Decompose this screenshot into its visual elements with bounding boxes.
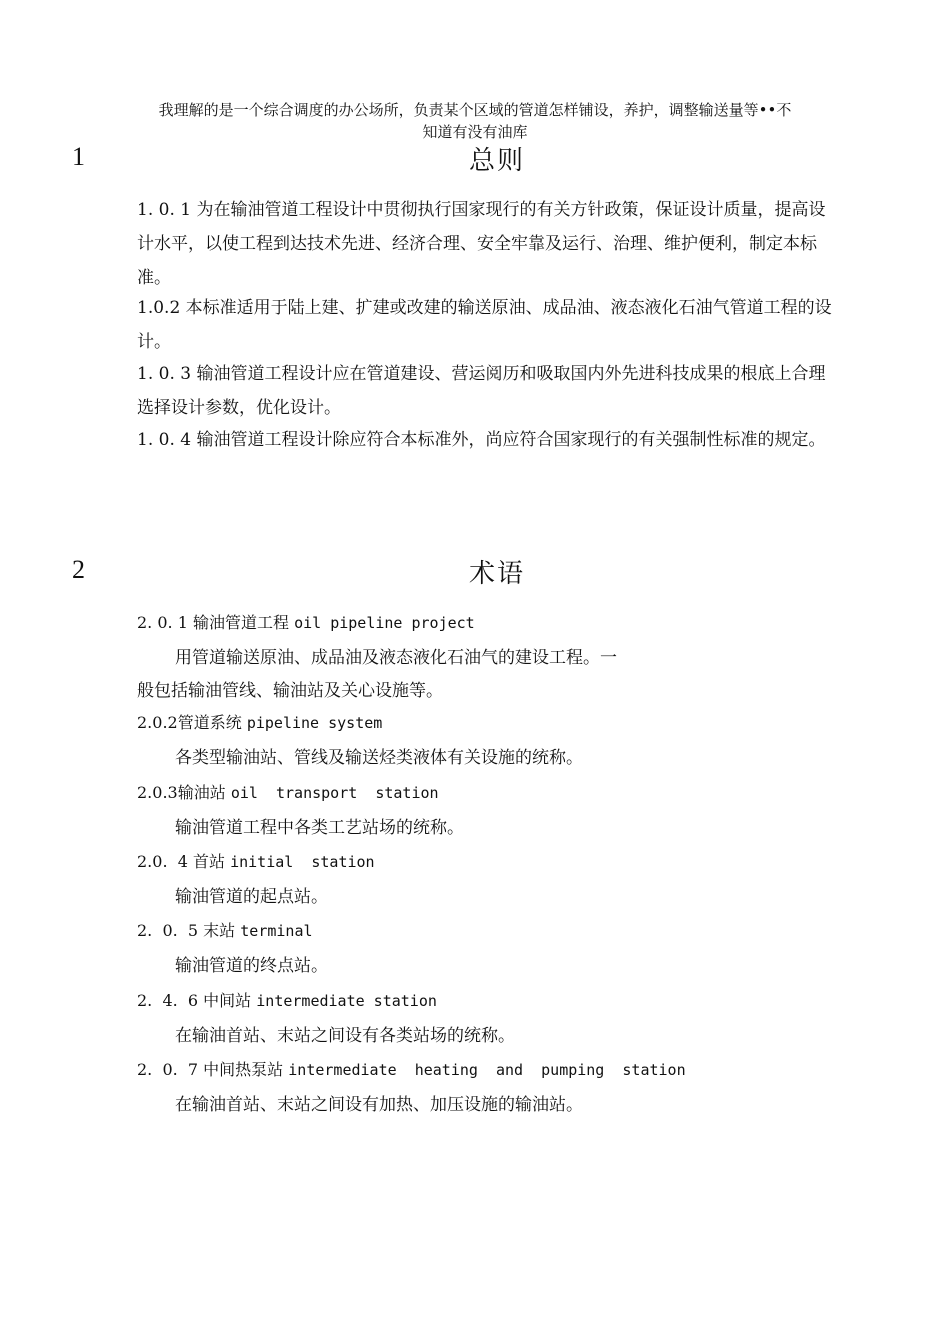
term-english: intermediate heating and pumping station: [288, 1061, 686, 1079]
term-english: terminal: [240, 922, 313, 940]
header-note-line2: 知道有没有油库: [422, 123, 528, 141]
term-number: 2.0. 4: [137, 852, 188, 871]
clause-1-0-1: 1. 0. 1 为在输油管道工程设计中贯彻执行国家现行的有关方针政策，保证设计质量，提高设计水平，以使工程到达技术先进、经济合理、安全牢靠及运行、治理、维护便利，制定本标准。: [137, 200, 826, 288]
term-english: oil transport station: [230, 784, 439, 802]
term-definition: 输油管道的起点站。: [175, 887, 328, 907]
term-heading: [137, 1057, 686, 1080]
term-heading: [137, 780, 439, 803]
clause-1-0-2: 1.0.2 本标准适用于陆上建、扩建或改建的输送原油、成品油、液态液化石油气管道工程的设计。: [137, 298, 832, 352]
term-number: 2. 0. 5: [137, 921, 199, 940]
section-1-title: 总则: [468, 146, 525, 176]
clause-1-0-3: 1. 0. 3 输油管道工程设计应在管道建设、营运阅历和吸取国内外先进科技成果的根底上合理选择设计参数，优化设计。: [137, 364, 826, 418]
term-chinese: 末站: [203, 921, 236, 940]
term-chinese: 中间热泵站: [203, 1060, 284, 1079]
section-2-number: 2: [72, 555, 85, 584]
term-chinese: 输油站: [177, 783, 226, 802]
term-definition: 在输油首站、末站之间设有加热、加压设施的输油站。: [175, 1095, 583, 1115]
term-chinese: 首站: [192, 852, 225, 871]
term-heading: [137, 610, 475, 633]
term-chinese: 管道系统: [177, 713, 242, 732]
term-number: 2.0.2: [137, 713, 178, 732]
term-english: initial station: [230, 853, 375, 871]
term-english: pipeline system: [246, 714, 383, 732]
term-heading: [137, 988, 437, 1011]
term-heading: [137, 849, 375, 872]
term-number: 2. 0. 7: [137, 1060, 199, 1079]
term-english: intermediate station: [256, 992, 437, 1010]
term-number: 2. 4. 6: [137, 991, 199, 1010]
term-definition: 在输油首站、末站之间设有各类站场的统称。: [175, 1026, 515, 1046]
term-heading: [137, 918, 313, 941]
section-2-title: 术语: [468, 559, 525, 589]
section-1-number: 1: [72, 142, 85, 171]
term-number: 2.0.3: [137, 783, 178, 802]
term-definition-continued: 般包括输油管线、输油站及关心设施等。: [137, 681, 443, 701]
clause-1-0-4: 1. 0. 4 输油管道工程设计除应符合本标准外，尚应符合国家现行的有关强制性标准的规定。: [137, 430, 826, 450]
header-note-line1: 我理解的是一个综合调度的办公场所，负责某个区域的管道怎样铺设，养护，调整输送量等••不: [158, 101, 792, 119]
header-note: [100, 99, 850, 143]
term-chinese: 中间站: [203, 991, 252, 1010]
term-english: oil pipeline project: [294, 614, 475, 632]
term-definition: 用管道输送原油、成品油及液态液化石油气的建设工程。一: [175, 648, 617, 668]
term-definition: 输油管道工程中各类工艺站场的统称。: [175, 818, 464, 838]
term-number: 2. 0. 1: [137, 613, 188, 632]
term-definition: 各类型输油站、管线及输送烃类液体有关设施的统称。: [175, 748, 583, 768]
term-heading: [137, 710, 382, 733]
term-chinese: 输油管道工程: [192, 613, 289, 632]
term-definition: 输油管道的终点站。: [175, 956, 328, 976]
